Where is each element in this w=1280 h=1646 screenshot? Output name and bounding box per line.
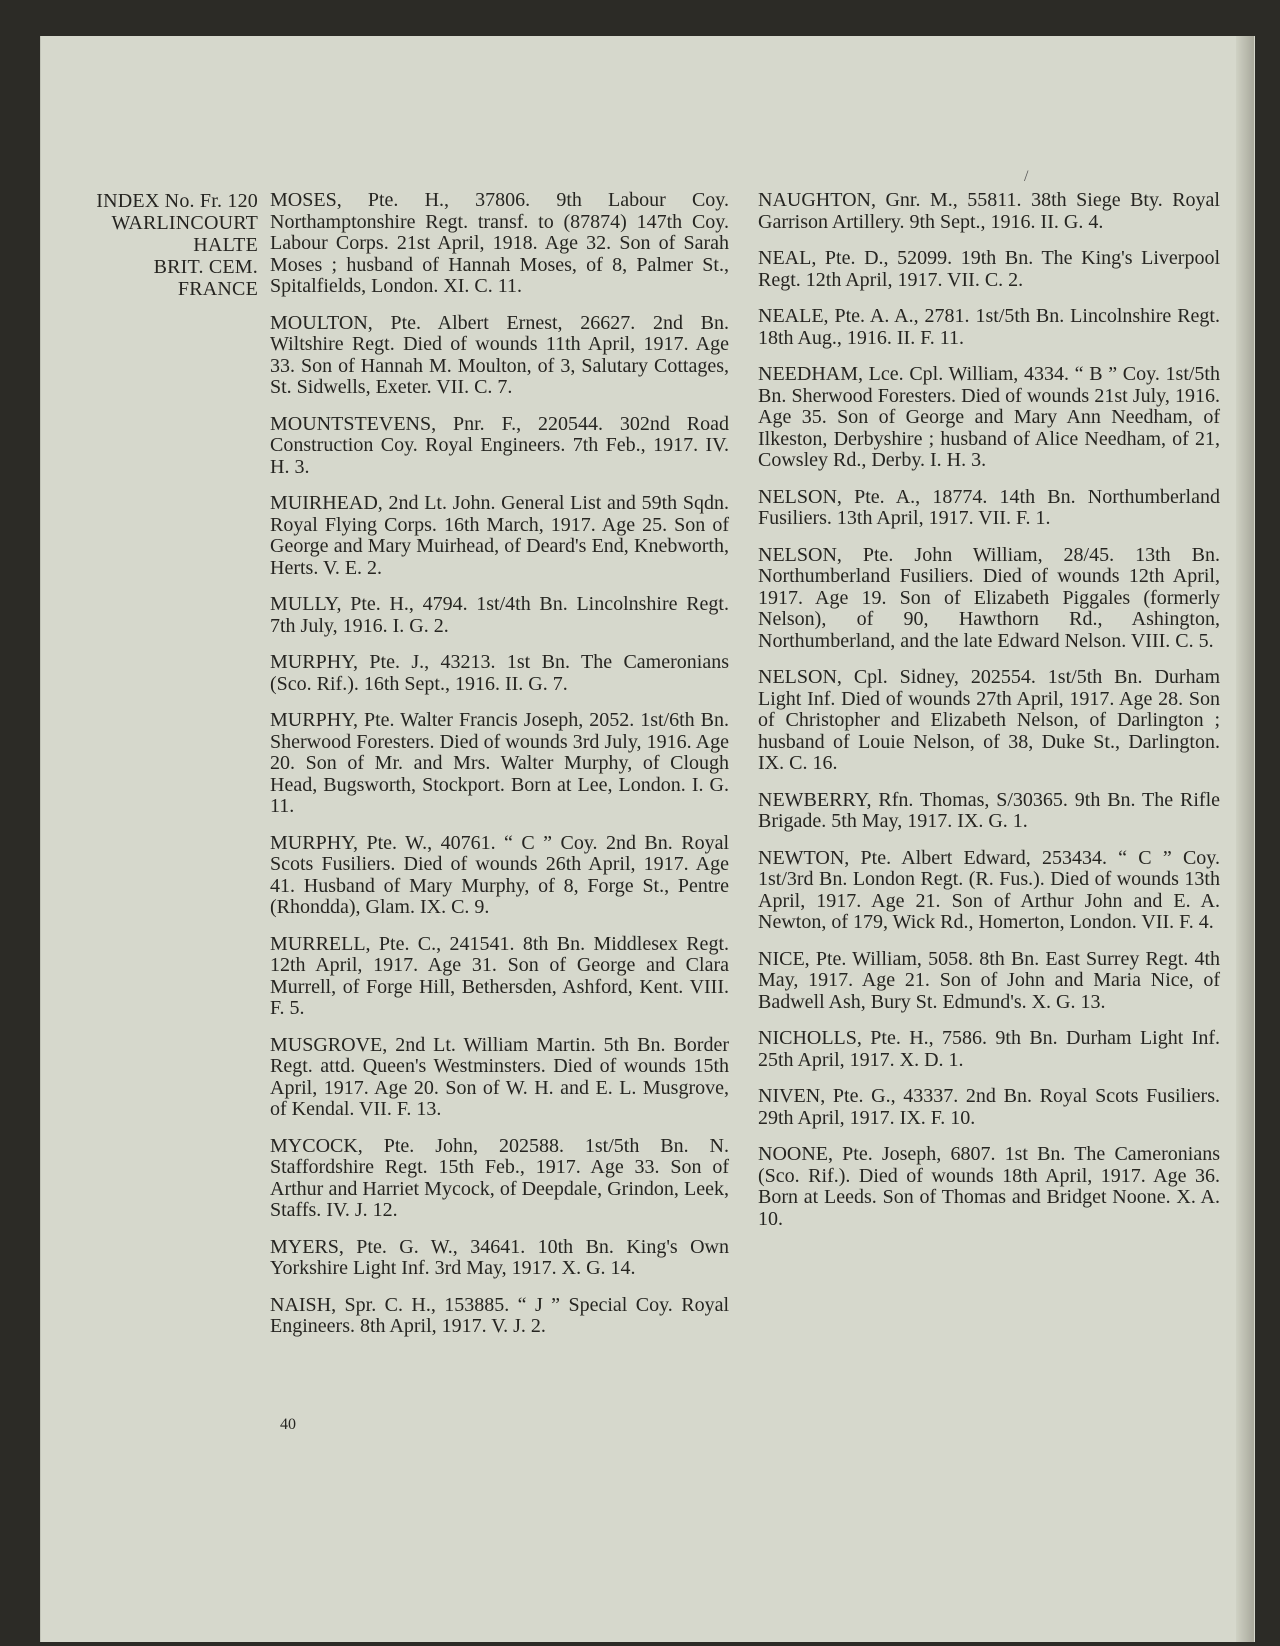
page-edge xyxy=(1236,36,1254,1642)
entry-nicholls: NICHOLLS, Pte. H., 7586. 9th Bn. Durham Light Inf. 25th April, 1917. X. D. 1. xyxy=(758,1027,1220,1071)
entry-murphy-w: MURPHY, Pte. W., 40761. “ C ” Coy. 2nd Bn. Royal Scots Fusiliers. Died of wounds 26th April, 1917. Age 41. Husband of Mary Murphy, of 8, Forge St., Pentre (Rhondda), Glam. IX. C. 9. xyxy=(270,831,729,918)
entry-niven: NIVEN, Pte. G., 43337. 2nd Bn. Royal Scots Fusiliers. 29th April, 1917. IX. F. 10. xyxy=(758,1085,1220,1129)
entry-murphy-j: MURPHY, Pte. J., 43213. 1st Bn. The Cameronians (Sco. Rif.). 16th Sept., 1916. II. G. 7. xyxy=(270,651,729,695)
entry-noone: NOONE, Pte. Joseph, 6807. 1st Bn. The Cameronians (Sco. Rif.). Died of wounds 18th April, 1917. Age 36. Born at Leeds. Son of Thomas and Bridget Noone. X. A. 10. xyxy=(758,1143,1220,1230)
entry-needham: NEEDHAM, Lce. Cpl. William, 4334. “ B ” Coy. 1st/5th Bn. Sherwood Foresters. Died of wounds 21st July, 1916. Age 35. Son of George and Mary Ann Needham, of Ilkeston, Derbyshire ; husband of Alice Needham, of 21, Cowsley Rd., Derby. I. H. 3. xyxy=(758,363,1220,471)
entry-moses: MOSES, Pte. H., 37806. 9th Labour Coy. Northamptonshire Regt. transf. to (87874) 147th Coy. Labour Corps. 21st April, 1918. Age 32. Son of Sarah Moses ; husband of Hannah Moses, of 8, Palmer St., Spitalfields, London. XI. C. 11. xyxy=(270,189,729,297)
page-number: 40 xyxy=(280,1416,296,1433)
cemetery-name-line-3: BRIT. CEM. xyxy=(153,256,258,278)
entry-nelson-sidney: NELSON, Cpl. Sidney, 202554. 1st/5th Bn. Durham Light Inf. Died of wounds 27th April, 1917. Age 28. Son of Christopher and Elizabeth Nelson, of Darlington ; husband of Louie Nelson, of 38, Duke St., Darlington. IX. C. 16. xyxy=(758,666,1220,774)
entry-neale: NEALE, Pte. A. A., 2781. 1st/5th Bn. Lincolnshire Regt. 18th Aug., 1916. II. F. 11. xyxy=(758,305,1220,349)
entry-nelson-john: NELSON, Pte. John William, 28/45. 13th Bn. Northumberland Fusiliers. Died of wounds 12th April, 1917. Age 19. Son of Elizabeth Piggales (formerly Nelson), of 90, Hawthorn Rd., Ashington, Northumberland, and the late Edward Nelson. VIII. C. 5. xyxy=(758,543,1220,652)
entry-newton: NEWTON, Pte. Albert Edward, 253434. “ C ” Coy. 1st/3rd Bn. London Regt. (R. Fus.). Died of wounds 13th April, 1917. Age 21. Son of Arthur John and E. A. Newton, of 179, Wick Rd., Homerton, London. VII. F. 4. xyxy=(758,846,1220,933)
cemetery-name-line-2: HALTE xyxy=(193,234,258,256)
entry-nelson-a: NELSON, Pte. A., 18774. 14th Bn. Northumberland Fusiliers. 13th April, 1917. VII. F. 1. xyxy=(758,485,1220,529)
entry-murrell: MURRELL, Pte. C., 241541. 8th Bn. Middlesex Regt. 12th April, 1917. Age 31. Son of George and Clara Murrell, of Forge Hill, Bethersden, Ashford, Kent. VIII. F. 5. xyxy=(270,932,729,1019)
entry-mycock: MYCOCK, Pte. John, 202588. 1st/5th Bn. N. Staffordshire Regt. 15th Feb., 1917. Age 33. Son of Arthur and Harriet Mycock, of Deepdale, Grindon, Leek, Staffs. IV. J. 12. xyxy=(270,1134,729,1221)
entry-naish: NAISH, Spr. C. H., 153885. “ J ” Special Coy. Royal Engineers. 8th April, 1917. V. J. 2. xyxy=(270,1293,729,1337)
entry-nice: NICE, Pte. William, 5058. 8th Bn. East Surrey Regt. 4th May, 1917. Age 21. Son of John and Maria Nice, of Badwell Ash, Bury St. Edmund's. X. G. 13. xyxy=(758,947,1220,1013)
entry-muirhead: MUIRHEAD, 2nd Lt. John. General List and 59th Sqdn. Royal Flying Corps. 16th March, 1917. Age 25. Son of George and Mary Muirhead, of Deard's End, Knebworth, Herts. V. E. 2. xyxy=(270,492,729,579)
entry-murphy-walter: MURPHY, Pte. Walter Francis Joseph, 2052. 1st/6th Bn. Sherwood Foresters. Died of wounds 3rd July, 1916. Age 20. Son of Mr. and Mrs. Walter Murphy, of Clough Head, Bugsworth, Stockport. Born at Lee, London. I. G. 11. xyxy=(270,709,729,817)
cemetery-country: FRANCE xyxy=(177,278,258,300)
entry-neal: NEAL, Pte. D., 52099. 19th Bn. The King's Liverpool Regt. 12th April, 1917. VII. C. 2. xyxy=(758,247,1220,291)
entry-moulton: MOULTON, Pte. Albert Ernest, 26627. 2nd Bn. Wiltshire Regt. Died of wounds 11th April, 1917. Age 33. Son of Hannah M. Moulton, of 3, Salutary Cottages, St. Sidwells, Exeter. VII. C. 7. xyxy=(270,311,729,398)
cemetery-index-label xyxy=(66,190,258,300)
stray-mark: / xyxy=(1024,168,1029,185)
entries-column-right xyxy=(758,190,1220,1245)
entry-mountstevens: MOUNTSTEVENS, Pnr. F., 220544. 302nd Road Construction Coy. Royal Engineers. 7th Feb., 1917. IV. H. 3. xyxy=(270,412,729,478)
entry-myers: MYERS, Pte. G. W., 34641. 10th Bn. King's Own Yorkshire Light Inf. 3rd May, 1917. X. G. 14. xyxy=(270,1235,729,1279)
cemetery-name-line-1: WARLINCOURT xyxy=(111,212,258,234)
entry-naughton: NAUGHTON, Gnr. M., 55811. 38th Siege Bty. Royal Garrison Artillery. 9th Sept., 1916. II. G. 4. xyxy=(758,189,1220,233)
entry-musgrove: MUSGROVE, 2nd Lt. William Martin. 5th Bn. Border Regt. attd. Queen's Westminsters. Died of wounds 15th April, 1917. Age 20. Son of W. H. and E. L. Musgrove, of Kendal. VII. F. 13. xyxy=(270,1033,729,1120)
index-number: INDEX No. Fr. 120 xyxy=(96,190,258,212)
entry-mully: MULLY, Pte. H., 4794. 1st/4th Bn. Lincolnshire Regt. 7th July, 1916. I. G. 2. xyxy=(270,593,729,637)
entries-column-middle xyxy=(270,190,729,1353)
entry-newberry: NEWBERRY, Rfn. Thomas, S/30365. 9th Bn. The Rifle Brigade. 5th May, 1917. IX. G. 1. xyxy=(758,788,1220,832)
